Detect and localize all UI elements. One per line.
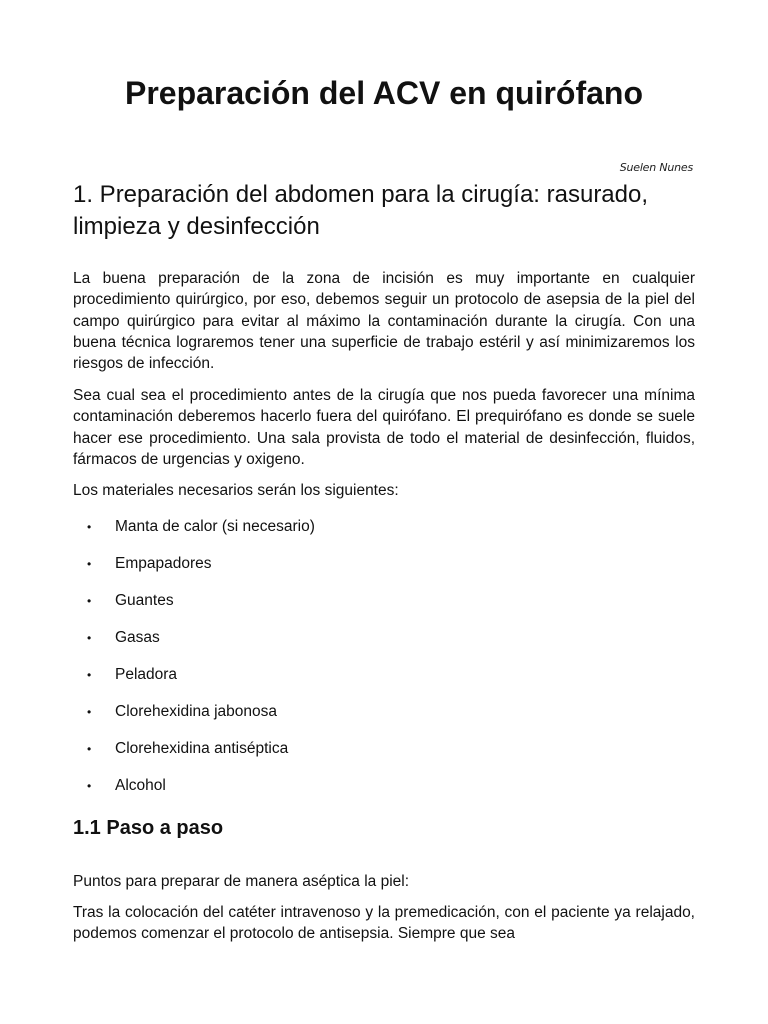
paragraph-prequirofano: Sea cual sea el procedimiento antes de la cirugía que nos pueda favorecer una mínima contaminación deberemos hacerlo fuera del quirófano. El prequirófano es donde se suele hacer ese procedimiento. Una sala provista de todo el material de desinfección, fluidos, fármacos de urgencias y oxigeno.	[73, 387, 695, 468]
paragraph-antisepsis-protocol: Tras la colocación del catéter intravenoso y la premedicación, con el paciente ya relajado, podemos comenzar el protocolo de antisepsia. Siempre que sea	[73, 904, 695, 943]
list-item-text: Clorehexidina antiséptica	[115, 740, 289, 757]
paragraph-materials-intro: Los materiales necesarios serán los siguientes:	[73, 482, 399, 499]
paragraph-incision-preparation: La buena preparación de la zona de incisión es muy importante en cualquier procedimiento quirúrgico, por eso, debemos seguir un protocolo de asepsia de la piel del campo quirúrgico para evitar al máximo la contaminación durante la cirugía. Con una buena técnica lograremos tener una superficie de trabajo estéril y así minimizaremos los riesgos de infección.	[73, 270, 695, 373]
list-item-text: Manta de calor (si necesario)	[115, 518, 315, 535]
list-item	[73, 662, 695, 699]
subsection-heading: 1.1 Paso a paso	[73, 817, 224, 839]
list-item-text: Guantes	[115, 592, 174, 609]
list-item	[73, 588, 695, 625]
list-item-text: Empapadores	[115, 555, 212, 572]
list-item-text: Gasas	[115, 629, 160, 646]
list-item	[73, 736, 695, 773]
bullet-icon: •	[87, 520, 92, 534]
list-item	[73, 514, 695, 551]
list-item	[73, 625, 695, 662]
bullet-icon: •	[87, 594, 92, 608]
bullet-icon: •	[87, 557, 92, 571]
bullet-icon: •	[87, 779, 92, 793]
list-item	[73, 699, 695, 736]
bullet-icon: •	[87, 668, 92, 682]
list-item-text: Clorehexidina jabonosa	[115, 703, 278, 720]
author-name: Suelen Nunes	[619, 161, 693, 174]
materials-list	[73, 514, 695, 810]
section-heading: 1. Preparación del abdomen para la cirugía: rasurado, limpieza y desinfección	[73, 181, 649, 240]
paragraph-aseptic-points: Puntos para preparar de manera aséptica la piel:	[73, 873, 410, 890]
list-item-text: Peladora	[115, 666, 178, 683]
bullet-icon: •	[87, 705, 92, 719]
bullet-icon: •	[87, 631, 92, 645]
list-item	[73, 551, 695, 588]
list-item	[73, 773, 695, 810]
list-item-text: Alcohol	[115, 777, 166, 794]
bullet-icon: •	[87, 742, 92, 756]
document-title: Preparación del ACV en quirófano	[124, 75, 643, 111]
